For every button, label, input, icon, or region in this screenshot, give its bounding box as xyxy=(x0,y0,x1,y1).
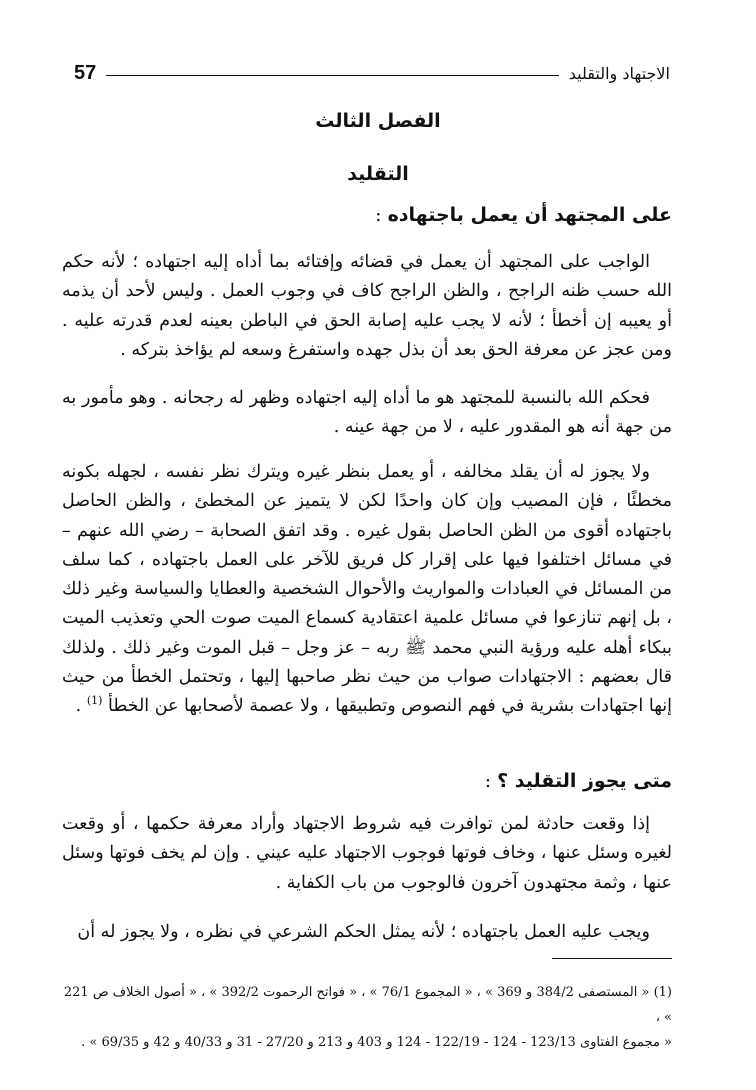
chapter-title: الفصل الثالث xyxy=(315,110,441,132)
section-2-heading xyxy=(62,770,672,792)
paragraph-1 xyxy=(62,248,672,365)
footnotes xyxy=(62,980,672,1055)
header-rule xyxy=(106,75,559,76)
section-heading-colon: : xyxy=(484,770,492,792)
running-header xyxy=(74,58,670,88)
paragraph-body: ولا يجوز له أن يقلد مخالفه ، أو يعمل بنظر غيره ويترك نظر نفسه ، لجهله بكونه مخطئًا ، فإن المصيب وإن كان واحدًا لكن لا يتميز عن المخطئ ، والظن الحاصل باجتهاده أقوى من الظن الحاصل بقول غيره . وقد اتفق الصحابة – رضي الله عنهم – في مسائل اختلفوا فيها على إقرار كل فريق للآخر على العمل باجتهاده ، كما سلف من المسائل في العبادات والمواريث والأحوال الشخصية والعطايا والسياسة وغير ذلك ، بل إنهم تنازعوا في مسائل علمية اعتقادية كسماع الميت صوت الحي وتعذيب الميت ببكاء أهله عليه ورؤية النبي محمد ﷺ ربه – عز وجل – قبل الموت وغير ذلك . ولذلك قال بعضهم : الاجتهادات صواب من حيث نظر صاحبها إليها ، وتحتمل الخطأ من حيث إنها اجتهادات بشرية في فهم النصوص وتطبيقها ، ولا عصمة لأصحابها عن الخطأ xyxy=(62,462,672,717)
footnote-line: (1) « المستصفى 384/2 و 369 » ، « المجموع 76/1 » ، « فواتح الرحموت 392/2 » ، « أصول الخلاف ص 221 » ، xyxy=(63,985,672,1025)
footnote-separator xyxy=(552,958,672,959)
paragraph-text: فحكم الله بالنسبة للمجتهد هو ما أداه إليه اجتهاده وظهر له رجحانه . وهو مأمور به من جهة أنه هو المقدور عليه ، لا من جهة عينه . xyxy=(62,388,672,438)
page-number: 57 xyxy=(74,61,97,84)
running-title: الاجتهاد والتقليد xyxy=(568,63,670,83)
paragraph-text xyxy=(62,458,672,722)
section-heading-text: على المجتهد أن يعمل باجتهاده xyxy=(387,204,672,226)
paragraph-end: . xyxy=(75,696,82,717)
paragraph-text: الواجب على المجتهد أن يعمل في قضائه وإفتائه بما أداه إليه اجتهاده ؛ لأنه حكم الله حسب ظنه الراجح ، والظن الراجح كاف في وجوب العمل . وليس لأحد أن يذمه أو يعيبه إن أخطأ ؛ لأنه لا يجب عليه إصابة الحق في الباطن بعينه لعدم قدرته عليه . ومن عجز عن معرفة الحق بعد أن بذل جهده واستفرغ وسعه لم يؤاخذ بتركه . xyxy=(62,252,672,360)
footnote-line: « مجموع الفتاوى 123/13 - 124 - 122/19 - 124 و 403 و 213 و 27/20 - 31 و 40/33 و 42 و 69/35 » . xyxy=(81,1035,672,1050)
section-1-heading xyxy=(62,204,672,226)
footnote-marker: (1) xyxy=(86,694,103,708)
paragraph-text: ويجب عليه العمل باجتهاده ؛ لأنه يمثل الحكم الشرعي في نظره ، ولا يجوز له أن xyxy=(77,922,650,942)
paragraph-3 xyxy=(62,458,672,722)
section-heading-text: متى يجوز التقليد ؟ xyxy=(497,770,672,792)
paragraph-text: إذا وقعت حادثة لمن توافرت فيه شروط الاجتهاد وأراد معرفة حكمها ، أو وقعت لغيره وسئل عنها ، وخاف فوتها فوجوب الاجتهاد عليه عيني . وإن لم يخف فوتها وسئل عنها ، وثمة مجتهدون آخرون فالوجوب من باب الكفاية . xyxy=(62,814,672,893)
paragraph-5 xyxy=(62,918,672,947)
paragraph-2 xyxy=(62,384,672,443)
paragraph-4 xyxy=(62,810,672,898)
chapter-subtitle: التقليد xyxy=(347,163,409,185)
section-heading-colon: : xyxy=(375,204,382,226)
